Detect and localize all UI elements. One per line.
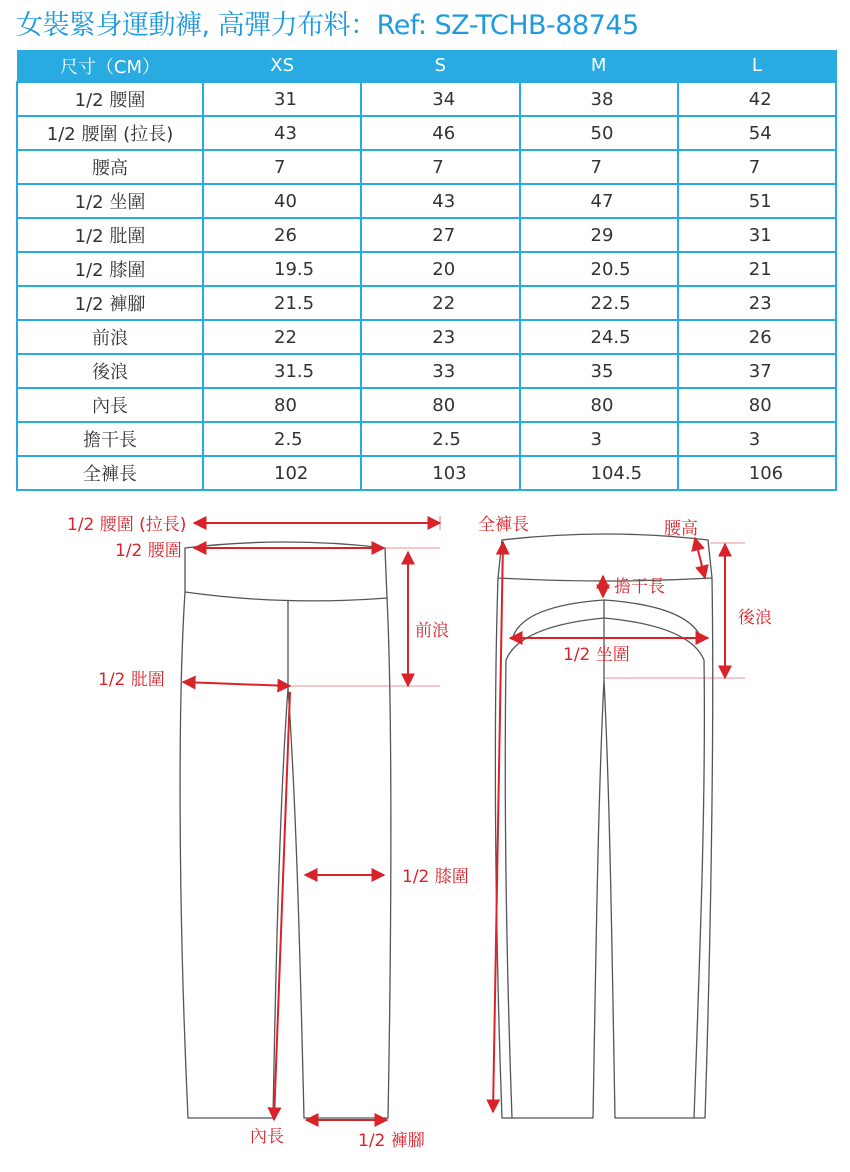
row-label: 1/2 坐圍	[17, 184, 203, 218]
row-label: 內長	[17, 388, 203, 422]
table-cell: 21.5	[203, 286, 361, 320]
table-cell: 103	[361, 456, 519, 490]
row-label: 1/2 腰圍	[17, 82, 203, 116]
header-l: L	[678, 50, 836, 82]
table-cell: 50	[520, 116, 678, 150]
label-front-rise: 前浪	[415, 621, 449, 641]
table-cell: 80	[678, 388, 836, 422]
table-cell: 80	[361, 388, 519, 422]
table-cell: 23	[678, 286, 836, 320]
table-cell: 37	[678, 354, 836, 388]
table-cell: 102	[203, 456, 361, 490]
table-cell: 43	[361, 184, 519, 218]
table-row	[17, 218, 836, 252]
label-yoke-length: 擔干長	[614, 577, 665, 597]
table-cell: 19.5	[203, 252, 361, 286]
table-cell: 3	[678, 422, 836, 456]
table-row	[17, 388, 836, 422]
table-header-row	[17, 50, 836, 82]
row-label: 1/2 膝圍	[17, 252, 203, 286]
table-cell: 34	[361, 82, 519, 116]
row-label: 腰高	[17, 150, 203, 184]
table-cell: 80	[203, 388, 361, 422]
table-cell: 22.5	[520, 286, 678, 320]
size-chart-table	[16, 50, 837, 491]
table-cell: 7	[361, 150, 519, 184]
row-label: 全褲長	[17, 456, 203, 490]
label-knee: 1/2 膝圍	[402, 867, 469, 887]
row-label: 後浪	[17, 354, 203, 388]
table-row	[17, 150, 836, 184]
table-cell: 20.5	[520, 252, 678, 286]
table-cell: 27	[361, 218, 519, 252]
label-hip: 1/2 坐圍	[563, 645, 630, 665]
row-label: 1/2 肶圍	[17, 218, 203, 252]
table-cell: 43	[203, 116, 361, 150]
table-row	[17, 456, 836, 490]
table-row	[17, 354, 836, 388]
table-cell: 26	[203, 218, 361, 252]
label-full-length: 全褲長	[478, 515, 529, 535]
table-cell: 31.5	[203, 354, 361, 388]
label-thigh: 1/2 肶圍	[98, 670, 165, 690]
table-cell: 26	[678, 320, 836, 354]
table-cell: 21	[678, 252, 836, 286]
table-cell: 106	[678, 456, 836, 490]
table-cell: 47	[520, 184, 678, 218]
back-pants-outline	[495, 534, 712, 1118]
table-cell: 80	[520, 388, 678, 422]
table-cell: 40	[203, 184, 361, 218]
label-hem: 1/2 褲腳	[358, 1131, 425, 1151]
row-label: 1/2 腰圍 (拉長)	[17, 116, 203, 150]
row-label: 前浪	[17, 320, 203, 354]
table-cell: 35	[520, 354, 678, 388]
label-back-rise: 後浪	[738, 608, 772, 628]
table-row	[17, 286, 836, 320]
page-title: 女裝緊身運動褲, 高彈力布料：Ref: SZ-TCHB-88745	[16, 10, 639, 41]
table-row	[17, 116, 836, 150]
table-row	[17, 252, 836, 286]
table-cell: 24.5	[520, 320, 678, 354]
front-measurements	[183, 523, 440, 1120]
table-cell: 46	[361, 116, 519, 150]
table-cell: 2.5	[361, 422, 519, 456]
table-cell: 2.5	[203, 422, 361, 456]
header-size-unit: 尺寸（CM）	[17, 50, 203, 82]
table-cell: 22	[203, 320, 361, 354]
table-cell: 7	[678, 150, 836, 184]
table-cell: 38	[520, 82, 678, 116]
measurement-diagram	[0, 500, 850, 1172]
table-cell: 3	[520, 422, 678, 456]
table-cell: 20	[361, 252, 519, 286]
label-inseam: 內長	[250, 1127, 284, 1147]
table-cell: 51	[678, 184, 836, 218]
header-xs: XS	[203, 50, 361, 82]
header-m: M	[520, 50, 678, 82]
table-row	[17, 320, 836, 354]
table-cell: 54	[678, 116, 836, 150]
table-cell: 31	[203, 82, 361, 116]
table-cell: 7	[520, 150, 678, 184]
header-s: S	[361, 50, 519, 82]
table-row	[17, 422, 836, 456]
table-cell: 22	[361, 286, 519, 320]
table-cell: 31	[678, 218, 836, 252]
table-cell: 33	[361, 354, 519, 388]
row-label: 擔干長	[17, 422, 203, 456]
table-row	[17, 82, 836, 116]
table-cell: 42	[678, 82, 836, 116]
label-waist-height: 腰高	[664, 519, 698, 539]
table-cell: 29	[520, 218, 678, 252]
table-cell: 23	[361, 320, 519, 354]
label-waist-stretched: 1/2 腰圍 (拉長)	[67, 515, 187, 535]
table-cell: 7	[203, 150, 361, 184]
row-label: 1/2 褲腳	[17, 286, 203, 320]
table-cell: 104.5	[520, 456, 678, 490]
table-row	[17, 184, 836, 218]
label-waist: 1/2 腰圍	[115, 541, 182, 561]
